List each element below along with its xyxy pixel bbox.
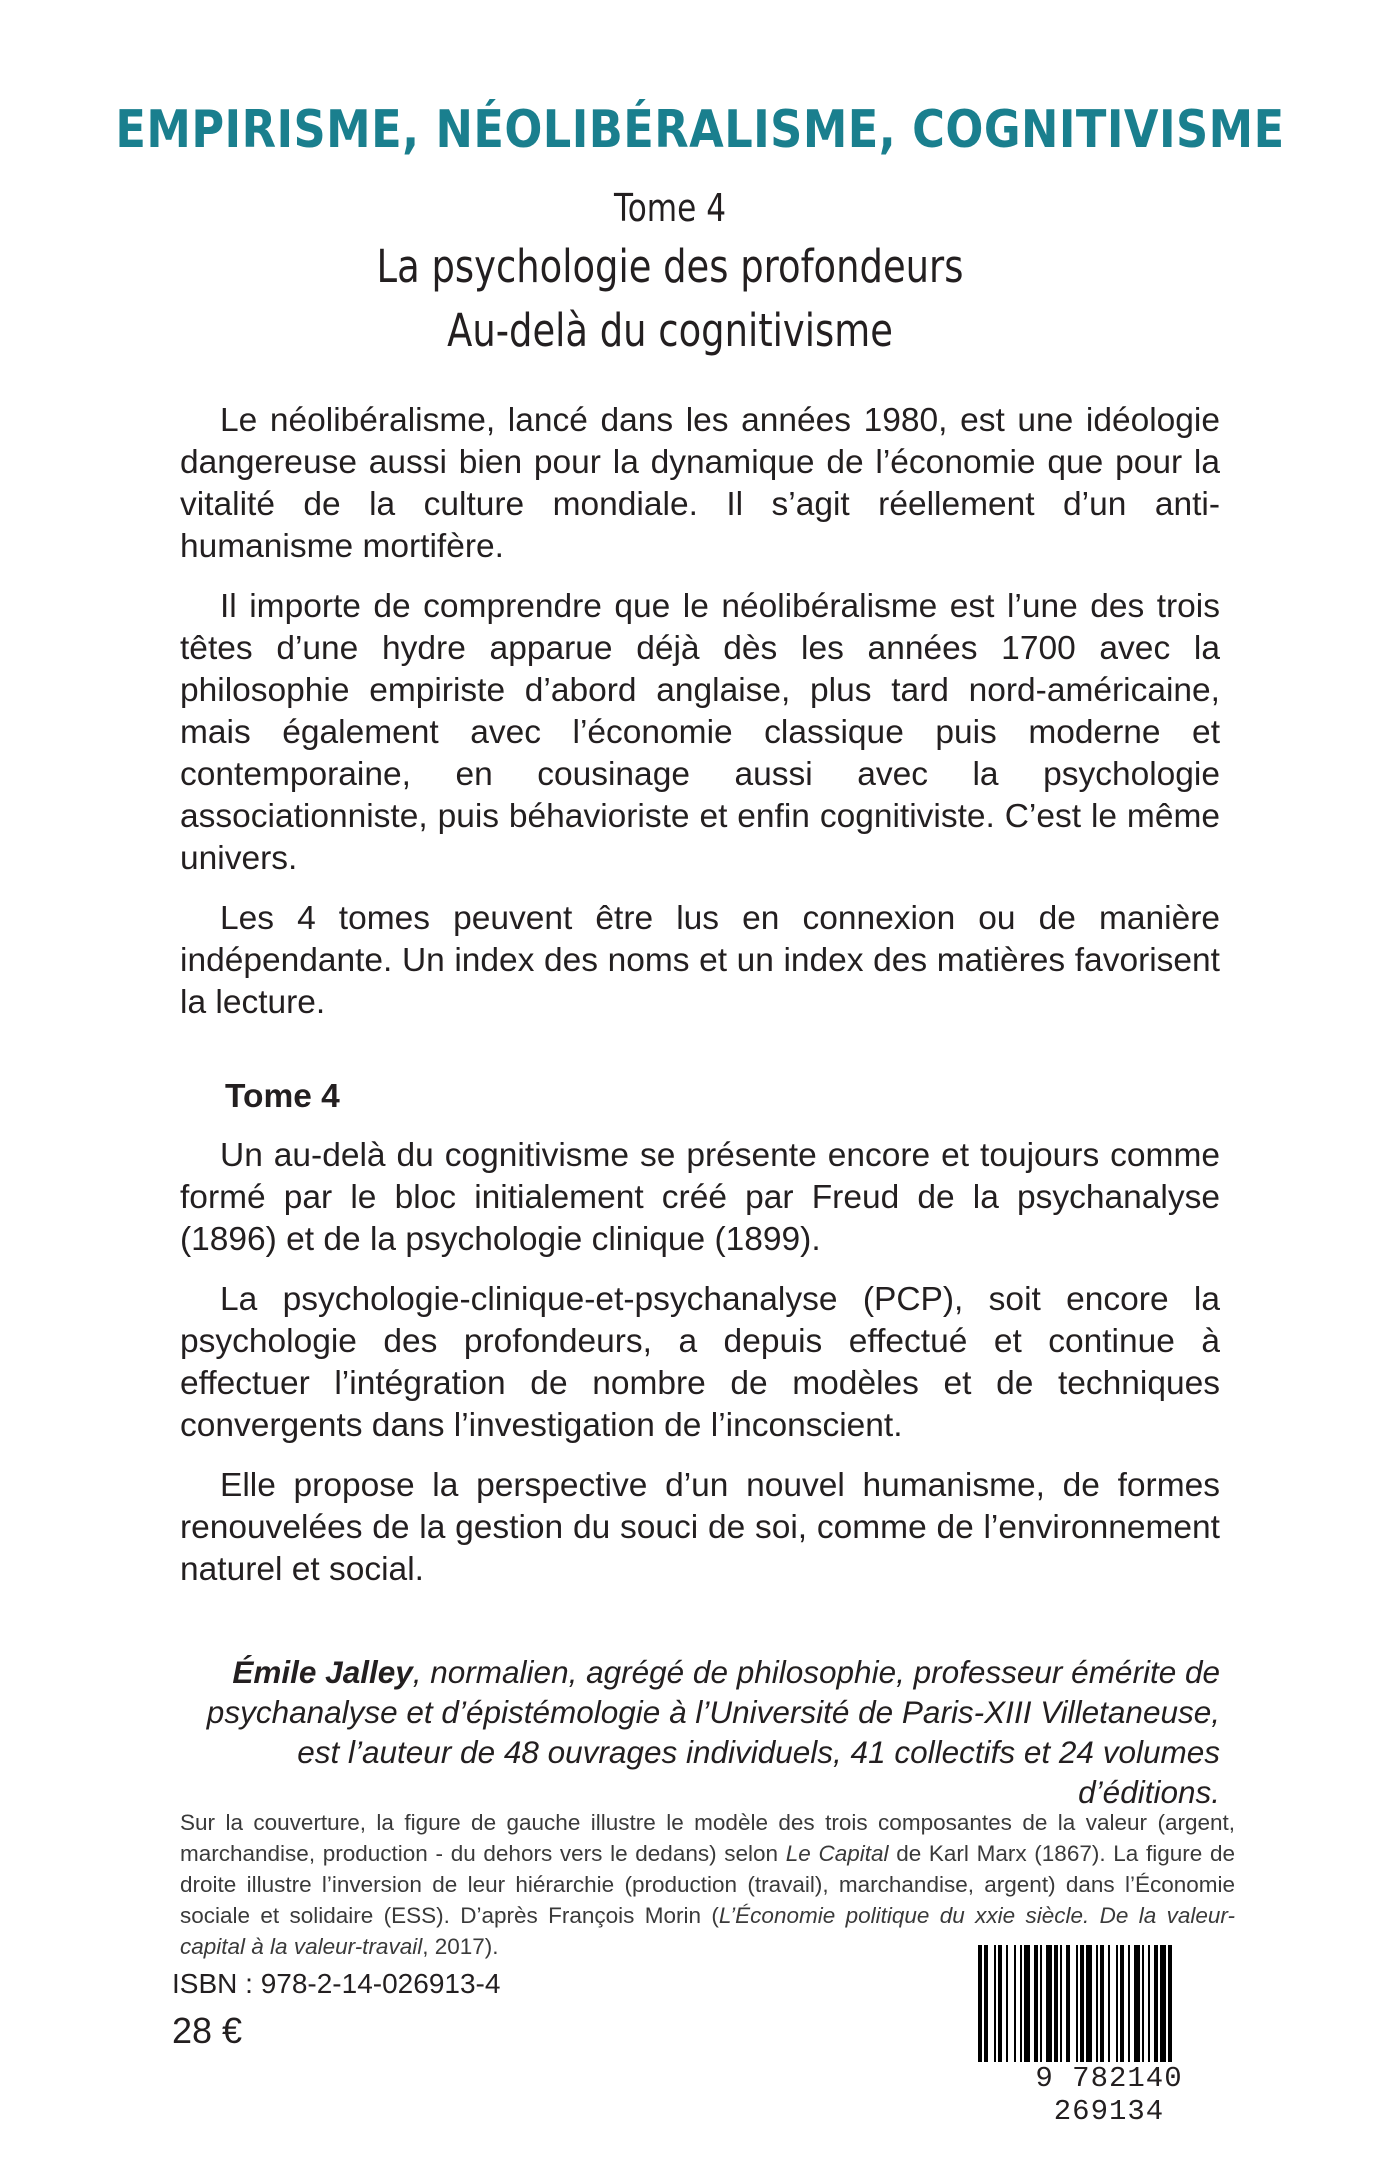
credit-work-title: L’Économie politique du xxie siècle. De la valeur-capital à la valeur-travail: [180, 1903, 1235, 1959]
subtitle-line-2: Au-delà du cognitivisme: [447, 304, 893, 357]
subtitle-line-1: La psychologie des profondeurs: [376, 240, 964, 293]
cover-credit-note: [180, 1807, 1235, 1962]
intro-paragraph: Les 4 tomes peuvent être lus en connexion ou de manière indépendante. Un index des noms et un index des matières favorisent la lecture.: [180, 900, 1220, 1021]
intro-paragraph: Il importe de comprendre que le néolibéralisme est l’une des trois têtes d’une hydre apparue déjà dès les années 1700 avec la philosophie empiriste d’abord anglaise, plus tard nord-américaine, mais également avec l’économie classique puis moderne et contemporaine, en cousinage aussi avec la psychologie associationniste, puis béhavioriste et enfin cognitiviste. C’est le même univers.: [180, 588, 1220, 877]
credit-text: , 2017).: [422, 1934, 499, 1959]
tome-text: [180, 1135, 1220, 1591]
tome-paragraph: La psychologie-clinique-et-psychanalyse (PCP), soit encore la psychologie des profondeurs, a depuis effectué et continue à effectuer l’intégration de nombre de modèles et de techniques convergents dans l’investigation de l’inconscient.: [180, 1281, 1220, 1444]
author-description: , normalien, agrégé de philosophie, professeur émérite de psychanalyse et d’épistémologie à l’Université de Paris-XIII Villetaneuse, est l’auteur de 48 ouvrages individuels, 41 collectifs et 24 volumes d’éditions.: [206, 1654, 1220, 1810]
tome-paragraph: Elle propose la perspective d’un nouvel humanisme, de formes renouvelées de la gestion du souci de soi, comme de l’environnement naturel et social.: [180, 1467, 1220, 1588]
tome-heading: Tome 4: [225, 1078, 340, 1115]
credit-work-title: Le Capital: [785, 1841, 889, 1866]
author-bio: [180, 1652, 1220, 1812]
price-label: 28 €: [172, 2010, 243, 2051]
tome-paragraph: Un au-delà du cognitivisme se présente encore et toujours comme formé par le bloc initialement créé par Freud de la psychanalyse (1896) et de la psychologie clinique (1899).: [180, 1137, 1220, 1258]
intro-text: [180, 400, 1220, 1024]
volume-label: Tome 4: [613, 186, 727, 230]
isbn-label: ISBN : 978-2-14-026913-4: [172, 1968, 501, 1999]
credit-text: de Karl Marx (1867). La figure de droite illustre l’inversion de leur hiérarchie (production (travail), marchandise, argent) dans l’Économie sociale et solidaire (ESS). D’après François Morin (: [180, 1841, 1235, 1928]
book-title: EMPIRISME, NÉOLIBÉRALISME, COGNITIVISME: [115, 100, 1285, 160]
credit-text: Sur la couverture, la figure de gauche illustre le modèle des trois composantes de la valeur (argent, marchandise, production - du dehors vers le dedans) selon: [180, 1810, 1235, 1866]
barcode-number: 9 782140 269134: [978, 2062, 1240, 2128]
intro-paragraph: Le néolibéralisme, lancé dans les années 1980, est une idéologie dangereuse aussi bien pour la dynamique de l’économie que pour la vitalité de la culture mondiale. Il s’agit réellement d’un anti-humanisme mortifère.: [180, 402, 1220, 565]
author-name: Émile Jalley: [232, 1654, 413, 1690]
